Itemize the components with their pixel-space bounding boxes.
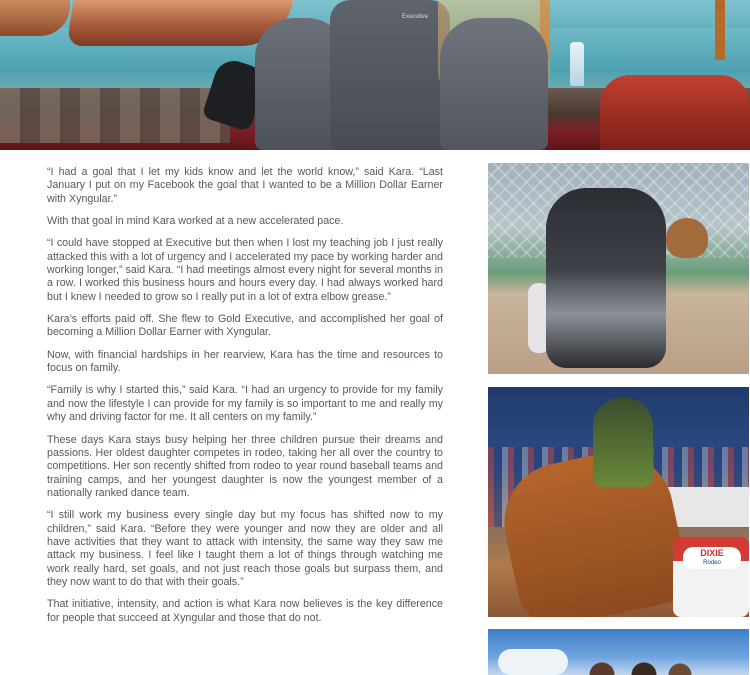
rider-figure (593, 397, 653, 487)
article-paragraph: These days Kara stays busy helping her three children pursue their dreams and passions. Her oldest daughter competes in rodeo, taking her all over the country to competitions. Her son recently shifted from rodeo to year round baseball teams and training camps, and her youngest daughter is now the youngest member of a nationally ranked dance team. (47, 433, 443, 499)
outdoor-group-photo (488, 629, 749, 675)
girl-in-gray-shirt (440, 18, 548, 150)
article-paragraph: “I had a goal that I let my kids know and let the world know,” said Kara. “Last January I put on my Facebook the goal that I wanted to be a Million Dollar Earner with Xyngular.” (47, 166, 443, 205)
barrel-logo-text: DIXIE (700, 548, 724, 558)
catcher-figure (546, 188, 666, 368)
article-paragraph: With that goal in mind Kara worked at a new accelerated pace. (47, 215, 344, 228)
dock-bench (0, 88, 230, 143)
red-chair (600, 75, 750, 150)
article-paragraph: Now, with financial hardships in her rearview, Kara has the time and resources to focus on family. (47, 348, 443, 375)
article-paragraph: “Family is why I started this,” said Kara. “I had an urgency to provide for my family and now the lifestyle I can provide for my family is so important to me and really my why and driving factor for me. It all centers on my family.” (47, 384, 443, 424)
article-paragraph: Kara’s efforts paid off. She flew to Gold Executive, and accomplished her goal of becoming a Million Dollar Earner with Xyngular. (47, 313, 443, 339)
article-paragraph: “I still work my business every single day but my focus has shifted now to my children,” said Kara. “Before they were younger and now they are older and all have activities that they want to attack with intensity, the same way they saw me attack my business. I feel like I taught them a lot of things through watching me work really hard, set goals, and not just reach those goals but surpass them, and they now want to do that with their goals.” (47, 509, 443, 588)
rodeo-barrel-racing-photo (488, 387, 749, 617)
water-bottle (570, 42, 584, 86)
barrel-logo (683, 547, 741, 569)
article-paragraph: That initiative, intensity, and action is what Kara now believes is the key difference for people that succeed at Xyngular and those that do not. (47, 598, 443, 624)
group-heads (578, 659, 698, 675)
shirt-logo-text: Executive (402, 14, 429, 20)
article-paragraph: “I could have stopped at Executive but then when I lost my teaching job I just really attacked this with a lot of urgency and I accelerated my pace by working harder and working longer,” said Kara. “I had meetings almost every night for several months in a row. I worked this business hours and hours every day. I had always worked hard but I knew I needed to grow so I really put in a lot of extra elbow grease.” (47, 237, 443, 303)
barrel-logo-subtext: Rodeo (703, 560, 721, 566)
hero-family-photo (0, 0, 750, 150)
cloud (498, 649, 568, 675)
dock-pole (715, 0, 725, 60)
baseball-catcher-photo (488, 163, 749, 374)
catcher-mitt (666, 218, 708, 258)
article-body (47, 166, 443, 634)
mother-in-gray-shirt (330, 0, 450, 150)
